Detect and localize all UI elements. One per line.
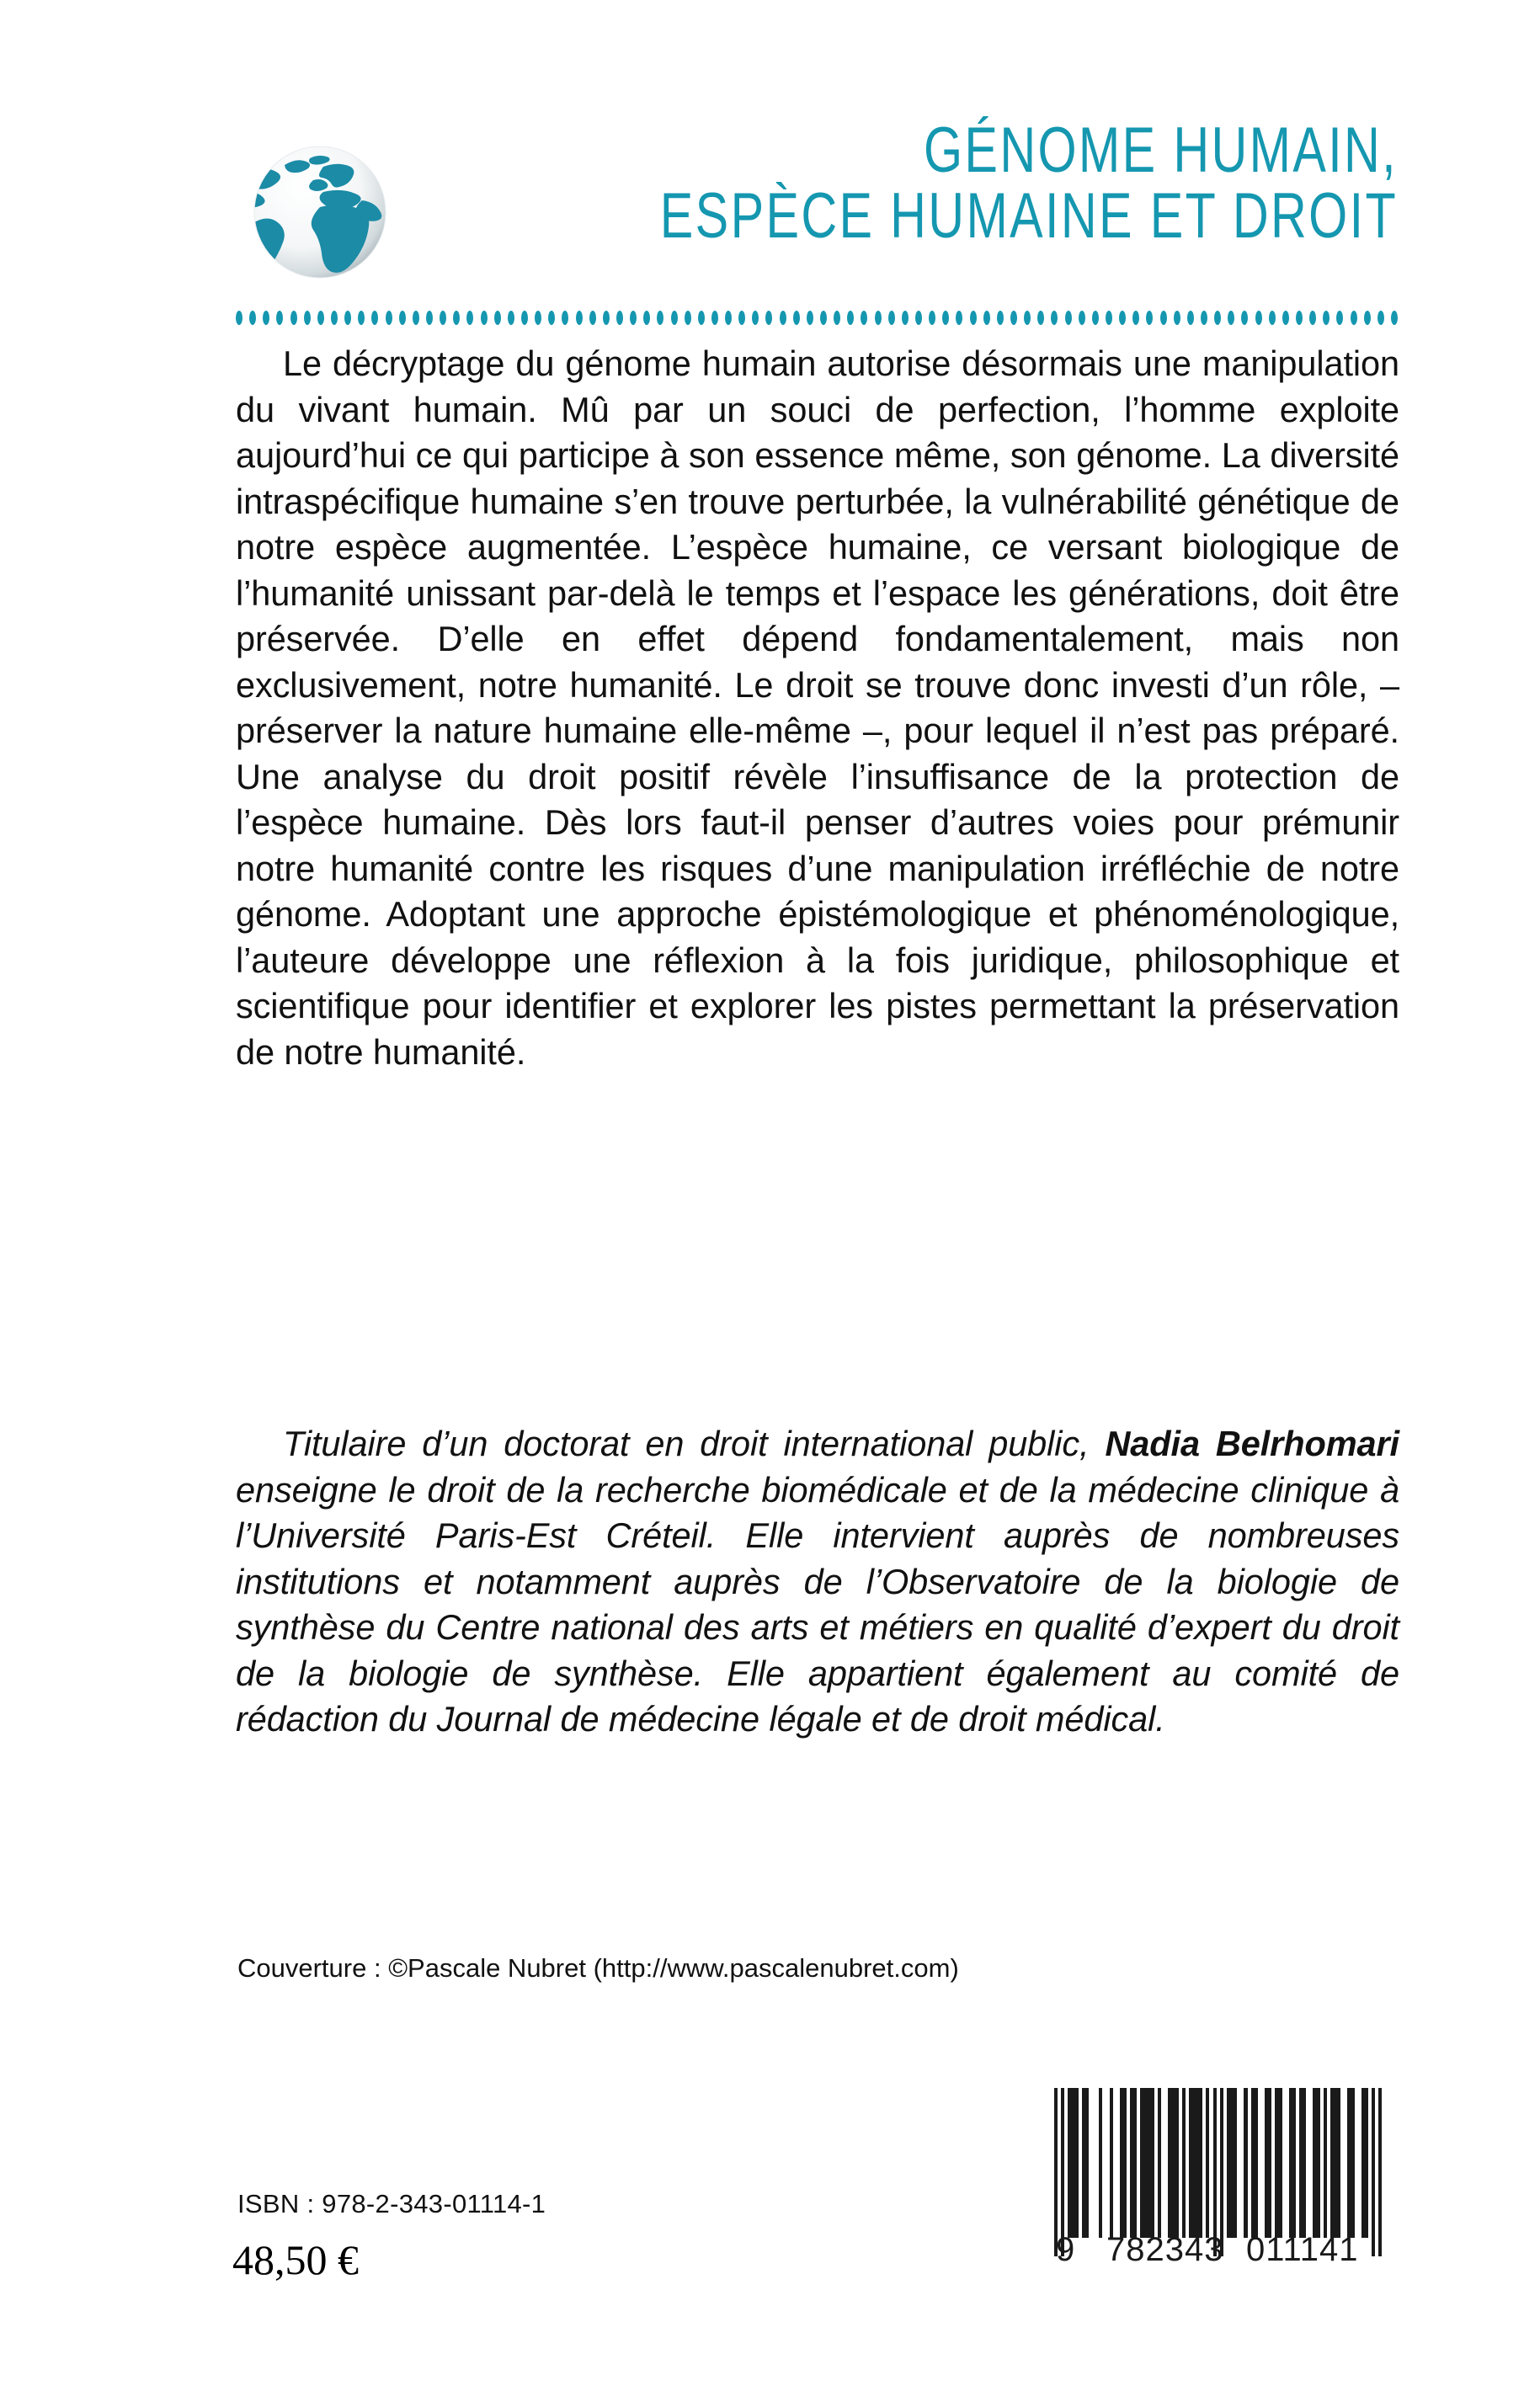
divider-dot — [371, 311, 378, 325]
divider-dot — [1010, 311, 1017, 325]
divider-dot — [466, 311, 473, 325]
cover-credit: Couverture : ©Pascale Nubret (http://www.pascalenubret.com) — [237, 1953, 959, 1983]
divider-dot — [1364, 311, 1371, 325]
divider-dot — [535, 311, 541, 325]
isbn-text: ISBN : 978-2-343-01114-1 — [237, 2189, 546, 2218]
divider-dot — [1037, 311, 1044, 325]
barcode-bar — [1361, 2088, 1368, 2238]
barcode-bar — [1068, 2088, 1078, 2238]
author-name: Nadia Belrhomari — [1105, 1424, 1399, 1463]
divider-dot — [1214, 311, 1221, 325]
divider-dot — [562, 311, 568, 325]
divider-dot — [643, 311, 650, 325]
barcode-bar — [1161, 2088, 1168, 2238]
barcode-bar — [1168, 2088, 1178, 2238]
divider-dot — [1269, 311, 1276, 325]
divider-dot — [249, 311, 256, 325]
title-line-1: GÉNOME HUMAIN, — [923, 115, 1398, 186]
divider-dot — [793, 311, 800, 325]
divider-dot — [1132, 311, 1139, 325]
title-line-2: ESPÈCE HUMAINE ET DROIT — [659, 179, 1398, 252]
divider-dot — [1228, 311, 1234, 325]
divider-dot — [1160, 311, 1167, 325]
divider-dot — [1201, 311, 1207, 325]
divider-dot — [630, 311, 637, 325]
blurb-paragraph: Le décryptage du génome humain autorise désormais une manipulation du vivant humain. Mû par un souci de perfection, l’homme exploite aujourd’hui ce qui participe à son essence même, son génome. La diversité intraspécifique humaine s’en trouve perturbée, la vulnérabilité génétique de notre espèce augmentée. L’espèce humaine, ce versant biologique de l’humanité unissant par-delà le temps et l’espace les générations, doit être préservée. D’elle en effet dépend fondamentalement, mais non exclusivement, notre humanité. Le droit se trouve donc investi d’un rôle, – préserver la nature humaine elle-même –, pour lequel il n’est pas préparé. Une analyse du droit positif révèle l’insuffisance de la protection de l’espèce humaine. Dès lors faut-il penser d’autres voies pour prémunir notre humanité contre les risques d’une manipulation irréfléchie de notre génome. Adoptant une approche épistémologique et phénoménologique, l’auteure développe une réflexion à la fois juridique, philosophique et scientifique pour identifier et explorer les pistes permettant la préservation de notre humanité. — [236, 344, 1399, 1072]
divider-dot — [1024, 311, 1031, 325]
divider-dot — [344, 311, 351, 325]
divider-dot — [685, 311, 691, 325]
divider-dot — [263, 311, 269, 325]
divider-dot — [834, 311, 840, 325]
divider-dot — [807, 311, 813, 325]
divider-dot — [875, 311, 882, 325]
divider-dot — [671, 311, 678, 325]
divider-dot — [1241, 311, 1248, 325]
divider-dot — [616, 311, 623, 325]
divider-dot — [1119, 311, 1126, 325]
barcode-bar — [1140, 2088, 1154, 2238]
divider-dot — [738, 311, 745, 325]
bio-part-1: Titulaire d’un doctorat en droit international public, — [283, 1424, 1106, 1463]
divider-dot — [276, 311, 283, 325]
barcode-bar — [1340, 2088, 1347, 2238]
barcode-bar — [1347, 2088, 1354, 2238]
divider-dot — [1174, 311, 1180, 325]
divider-dot — [752, 311, 759, 325]
author-bio-paragraph — [236, 1421, 1399, 1743]
divider-dot — [970, 311, 977, 325]
divider-dot — [426, 311, 433, 325]
divider-dot — [956, 311, 962, 325]
divider-dot — [453, 311, 460, 325]
divider-dot — [386, 311, 392, 325]
divider-dot — [576, 311, 583, 325]
divider-dot — [1323, 311, 1330, 325]
divider-dot — [1296, 311, 1303, 325]
barcode-bar — [1306, 2088, 1313, 2238]
barcode-bar — [1189, 2088, 1202, 2238]
divider-dot — [915, 311, 922, 325]
divider-dot — [765, 311, 772, 325]
divider-dot — [399, 311, 406, 325]
divider-dot — [942, 311, 949, 325]
barcode-bar — [1130, 2088, 1137, 2238]
page-title — [421, 115, 1398, 252]
divider-dot — [698, 311, 705, 325]
divider-dot — [1336, 311, 1343, 325]
divider-dot — [780, 311, 786, 325]
divider-dot — [1146, 311, 1153, 325]
divider-dot — [1106, 311, 1112, 325]
barcode-bar — [1282, 2088, 1289, 2238]
divider-dot — [820, 311, 827, 325]
barcode-bar — [1251, 2088, 1258, 2238]
divider-dot — [725, 311, 732, 325]
divider-dot — [997, 311, 1004, 325]
divider-dot — [317, 311, 324, 325]
barcode-bars — [1054, 2088, 1383, 2238]
divider-dot — [657, 311, 663, 325]
cover-header — [236, 115, 1398, 299]
divider-dot — [1051, 311, 1058, 325]
ean13-barcode-icon — [1054, 2088, 1383, 2277]
divider-dot — [304, 311, 311, 325]
divider-dot — [358, 311, 365, 325]
divider-dot — [902, 311, 909, 325]
divider-dot — [888, 311, 895, 325]
divider-dot — [847, 311, 854, 325]
divider-dot — [1065, 311, 1072, 325]
barcode-digits-left: 782343 — [1106, 2231, 1224, 2268]
divider-dot — [861, 311, 867, 325]
barcode-bar — [1258, 2088, 1265, 2238]
divider-dot — [1351, 311, 1357, 325]
barcode-bar — [1102, 2088, 1109, 2238]
divider-dot — [1092, 311, 1099, 325]
barcode-bar — [1120, 2088, 1127, 2238]
divider-dot — [1282, 311, 1289, 325]
divider-dot — [548, 311, 555, 325]
barcode-bar — [1355, 2088, 1361, 2238]
dotted-divider — [236, 310, 1398, 325]
divider-dot — [1255, 311, 1262, 325]
divider-dot — [331, 311, 338, 325]
divider-dot — [1377, 311, 1384, 325]
divider-dot — [290, 311, 297, 325]
barcode-bar — [1299, 2088, 1306, 2238]
globe-icon — [236, 128, 404, 296]
barcode-bar — [1330, 2088, 1340, 2238]
divider-dot — [603, 311, 610, 325]
bio-part-2: enseigne le droit de la recherche biomédicale et de la médecine clinique à l’Université Paris-Est Créteil. Elle intervient auprès de nombreuses institutions et notamment auprès de l’Observatoire de la biologie de synthèse du Centre national des arts et métiers en qualité d’expert du droit de la biologie de synthèse. Elle appartient également au comité de rédaction du Journal de médecine légale et de droit médical. — [236, 1469, 1399, 1739]
barcode-bar — [1289, 2088, 1296, 2238]
barcode-digit-lead: 9 — [1056, 2231, 1076, 2268]
divider-dot — [413, 311, 419, 325]
barcode-bar — [1113, 2088, 1120, 2238]
barcode-digits — [1054, 2231, 1383, 2270]
barcode-bar — [1227, 2088, 1237, 2238]
divider-dot — [521, 311, 528, 325]
barcode-bar — [1237, 2088, 1244, 2238]
barcode-bar — [1313, 2088, 1319, 2238]
divider-dot — [236, 311, 242, 325]
barcode-bar — [1275, 2088, 1282, 2238]
barcode-bar — [1089, 2088, 1099, 2238]
barcode-bar — [1082, 2088, 1089, 2238]
divider-dot — [983, 311, 990, 325]
divider-dot — [1187, 311, 1194, 325]
divider-dot — [440, 311, 446, 325]
divider-dot — [1079, 311, 1085, 325]
price-text: 48,50 € — [232, 2236, 359, 2283]
barcode-bar — [1265, 2088, 1271, 2238]
divider-dot — [711, 311, 718, 325]
divider-dot — [589, 311, 596, 325]
divider-dot — [1309, 311, 1316, 325]
divider-dot — [929, 311, 935, 325]
divider-dot — [494, 311, 501, 325]
divider-dot — [1391, 311, 1398, 325]
divider-dot — [508, 311, 514, 325]
divider-dot — [481, 311, 488, 325]
barcode-digits-right: 011141 — [1246, 2231, 1359, 2268]
